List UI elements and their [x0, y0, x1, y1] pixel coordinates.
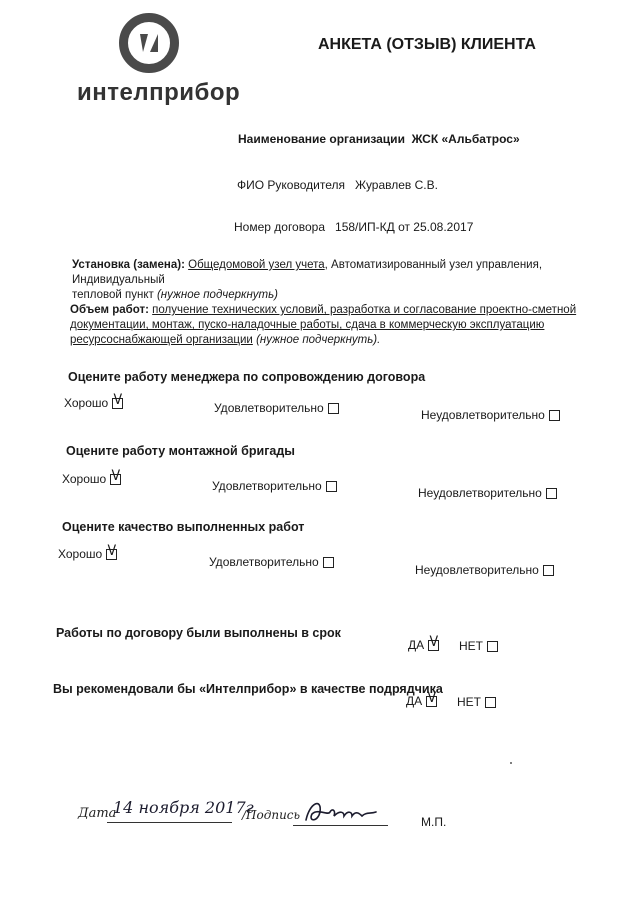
- rating-crew-good-label: Хорошо: [62, 472, 107, 486]
- scope-note: (нужное подчеркнуть).: [256, 334, 381, 346]
- rating-crew-ok[interactable]: [212, 479, 337, 493]
- checkbox-checked-icon[interactable]: [106, 549, 117, 560]
- rating-quality-ok[interactable]: [209, 555, 334, 569]
- signature-label: /Подпись: [242, 808, 301, 822]
- date-value: 14 ноября 2017г: [113, 798, 254, 817]
- rating-manager-good-label: Хорошо: [64, 396, 109, 410]
- rating-crew-question: Оцените работу монтажной бригады: [66, 444, 295, 458]
- org-line: [238, 132, 520, 146]
- signature-image: [300, 796, 380, 831]
- recommend-yes-label: ДА: [406, 694, 423, 708]
- deadline-no[interactable]: [459, 639, 498, 653]
- deadline-yes[interactable]: [408, 638, 439, 652]
- date-label: Дата: [78, 806, 117, 821]
- installation-label: Установка (замена):: [72, 259, 185, 271]
- checkbox-checked-icon[interactable]: [428, 640, 439, 651]
- rating-crew-ok-label: Удовлетворительно: [212, 479, 322, 493]
- rating-manager-bad[interactable]: [421, 408, 560, 422]
- rating-manager-good[interactable]: [64, 396, 123, 410]
- rating-manager-question: Оцените работу менеджера по сопровождению договора: [68, 370, 426, 384]
- rating-quality-ok-label: Удовлетворительно: [209, 555, 319, 569]
- checkbox-checked-icon[interactable]: [112, 398, 123, 409]
- page-title: АНКЕТА (ОТЗЫВ) КЛИЕНТА: [318, 36, 536, 53]
- scope-line-2: документации, монтаж, пуско-наладочные работы, сдача в коммерческую эксплуатацию: [70, 319, 545, 331]
- logo-mark-icon: [119, 13, 179, 73]
- contract-label: Номер договора: [234, 220, 325, 234]
- org-label: Наименование организации: [238, 132, 405, 146]
- manager-value: Журавлев С.В.: [355, 178, 438, 192]
- recommend-question: Вы рекомендовали бы «Интелприбор» в качестве подрядчика: [53, 682, 443, 696]
- installation-note: (нужное подчеркнуть): [156, 289, 279, 301]
- checkbox-empty-icon[interactable]: [546, 488, 557, 499]
- scope-line-3: ресурсоснабжающей организации: [70, 334, 253, 346]
- rating-crew-good[interactable]: [62, 472, 121, 486]
- rating-quality-question: Оцените качество выполненных работ: [62, 520, 305, 534]
- installation-rest-2: тепловой пункт: [72, 289, 154, 301]
- installation-rest-1: , Автоматизированный узел управления, Индивидуальный: [72, 259, 543, 286]
- manager-label: ФИО Руководителя: [237, 178, 345, 192]
- checkbox-empty-icon[interactable]: [485, 697, 496, 708]
- rating-manager-bad-label: Неудовлетворительно: [421, 408, 545, 422]
- deadline-yes-label: ДА: [408, 638, 425, 652]
- checkbox-empty-icon[interactable]: [326, 481, 337, 492]
- checkbox-checked-icon[interactable]: [426, 696, 437, 707]
- checkbox-empty-icon[interactable]: [328, 403, 339, 414]
- stamp-label: М.П.: [421, 815, 447, 829]
- scope-label: Объем работ:: [70, 304, 149, 316]
- checkbox-checked-icon[interactable]: [110, 474, 121, 485]
- date-underline: [107, 822, 232, 823]
- checkbox-empty-icon[interactable]: [487, 641, 498, 652]
- checkbox-empty-icon[interactable]: [323, 557, 334, 568]
- checkbox-empty-icon[interactable]: [549, 410, 560, 421]
- scope-line-1: получение технических условий, разработка и согласование проектно-сметной: [152, 304, 577, 316]
- installation-selected: Общедомовой узел учета: [188, 259, 325, 271]
- contract-line: [234, 220, 473, 234]
- rating-manager-ok-label: Удовлетворительно: [214, 401, 324, 415]
- recommend-no[interactable]: [457, 695, 496, 709]
- rating-manager-ok[interactable]: [214, 401, 339, 415]
- logo-text: интелприбор: [77, 79, 241, 106]
- manager-line: [237, 178, 438, 192]
- rating-quality-bad[interactable]: [415, 563, 554, 577]
- deadline-question: Работы по договору были выполнены в срок: [56, 626, 341, 640]
- rating-crew-bad[interactable]: [418, 486, 557, 500]
- deadline-no-label: НЕТ: [459, 639, 483, 653]
- scope-paragraph: [70, 303, 598, 348]
- rating-quality-good-label: Хорошо: [58, 547, 103, 561]
- rating-quality-bad-label: Неудовлетворительно: [415, 563, 539, 577]
- rating-quality-good[interactable]: [58, 547, 117, 561]
- recommend-no-label: НЕТ: [457, 695, 481, 709]
- installation-paragraph: [72, 258, 602, 303]
- rating-crew-bad-label: Неудовлетворительно: [418, 486, 542, 500]
- checkbox-empty-icon[interactable]: [543, 565, 554, 576]
- org-value: ЖСК «Альбатрос»: [411, 132, 520, 146]
- recommend-yes[interactable]: [406, 694, 437, 708]
- contract-value: 158/ИП-КД от 25.08.2017: [335, 220, 474, 234]
- speck: [510, 762, 512, 764]
